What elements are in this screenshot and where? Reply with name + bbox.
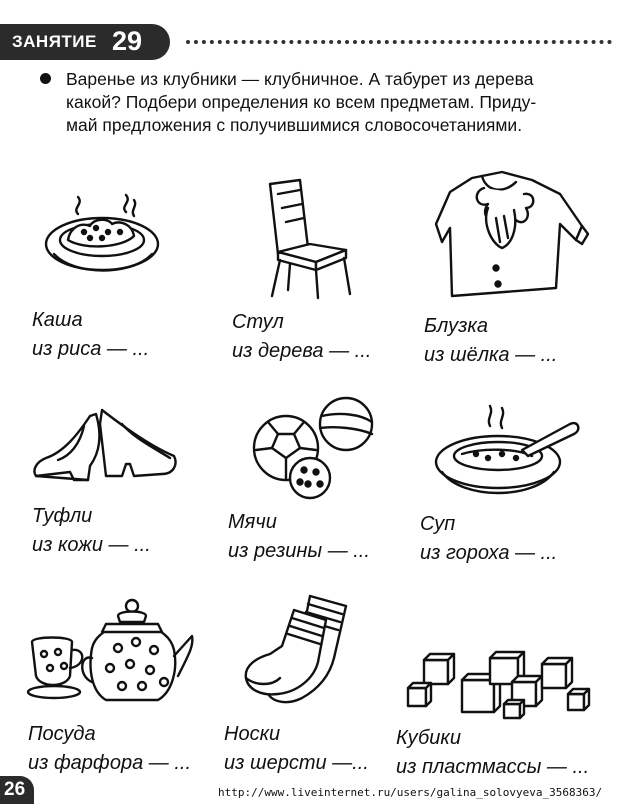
item-name: Носки: [224, 723, 281, 745]
lesson-header: [0, 24, 170, 60]
cubes-icon: [404, 644, 594, 720]
item-cubes: [396, 724, 589, 782]
page-number-tab: [0, 776, 34, 804]
balls-icon: [250, 396, 380, 502]
source-url: http://www.liveinternet.ru/users/galina_solovyeva_3568363/: [218, 786, 603, 799]
item-name: Посуда: [28, 723, 96, 745]
soup-bowl-icon: [432, 408, 582, 502]
socks-icon: [228, 588, 358, 712]
item-blouse: [424, 312, 557, 370]
item-material: из шерсти —...: [224, 752, 369, 774]
item-socks: [224, 720, 369, 778]
item-name: Туфли: [32, 505, 93, 527]
item-material: из шёлка — ...: [424, 344, 558, 366]
item-name: Стул: [232, 311, 284, 333]
item-material: из гороха — ...: [420, 542, 558, 564]
teaset-icon: [26, 596, 196, 710]
item-material: из резины — ...: [228, 540, 370, 562]
lesson-label: ЗАНЯТИЕ: [12, 32, 97, 51]
item-name: Каша: [32, 309, 83, 331]
item-balls: [228, 508, 370, 566]
item-name: Кубики: [396, 727, 461, 749]
task-line: какой? Подбери определения ко всем предметам. Приду-: [66, 92, 537, 112]
header-dotted-line: [186, 40, 612, 44]
bullet-icon: [40, 73, 51, 84]
item-porridge: [32, 306, 149, 364]
item-material: из пластмассы — ...: [396, 756, 590, 778]
item-shoes: [32, 502, 151, 560]
lesson-number: 29: [112, 26, 143, 56]
item-material: из кожи — ...: [32, 534, 151, 556]
task-line: май предложения с получившимися словосочетаниями.: [66, 115, 523, 135]
blouse-icon: [432, 168, 592, 302]
item-name: Суп: [420, 513, 456, 535]
porridge-bowl-icon: [44, 192, 164, 284]
item-material: из фарфора — ...: [28, 752, 192, 774]
shoes-icon: [30, 404, 180, 490]
item-name: Блузка: [424, 315, 488, 337]
page-number: 26: [4, 779, 26, 800]
item-material: из дерева — ...: [232, 340, 372, 362]
chair-icon: [260, 178, 360, 300]
task-line: Варенье из клубники — клубничное. А табурет из дерева: [66, 69, 534, 89]
item-teaset: [28, 720, 191, 778]
item-soup: [420, 510, 557, 568]
item-material: из риса — ...: [32, 338, 150, 360]
item-name: Мячи: [228, 511, 277, 533]
item-chair: [232, 308, 371, 366]
